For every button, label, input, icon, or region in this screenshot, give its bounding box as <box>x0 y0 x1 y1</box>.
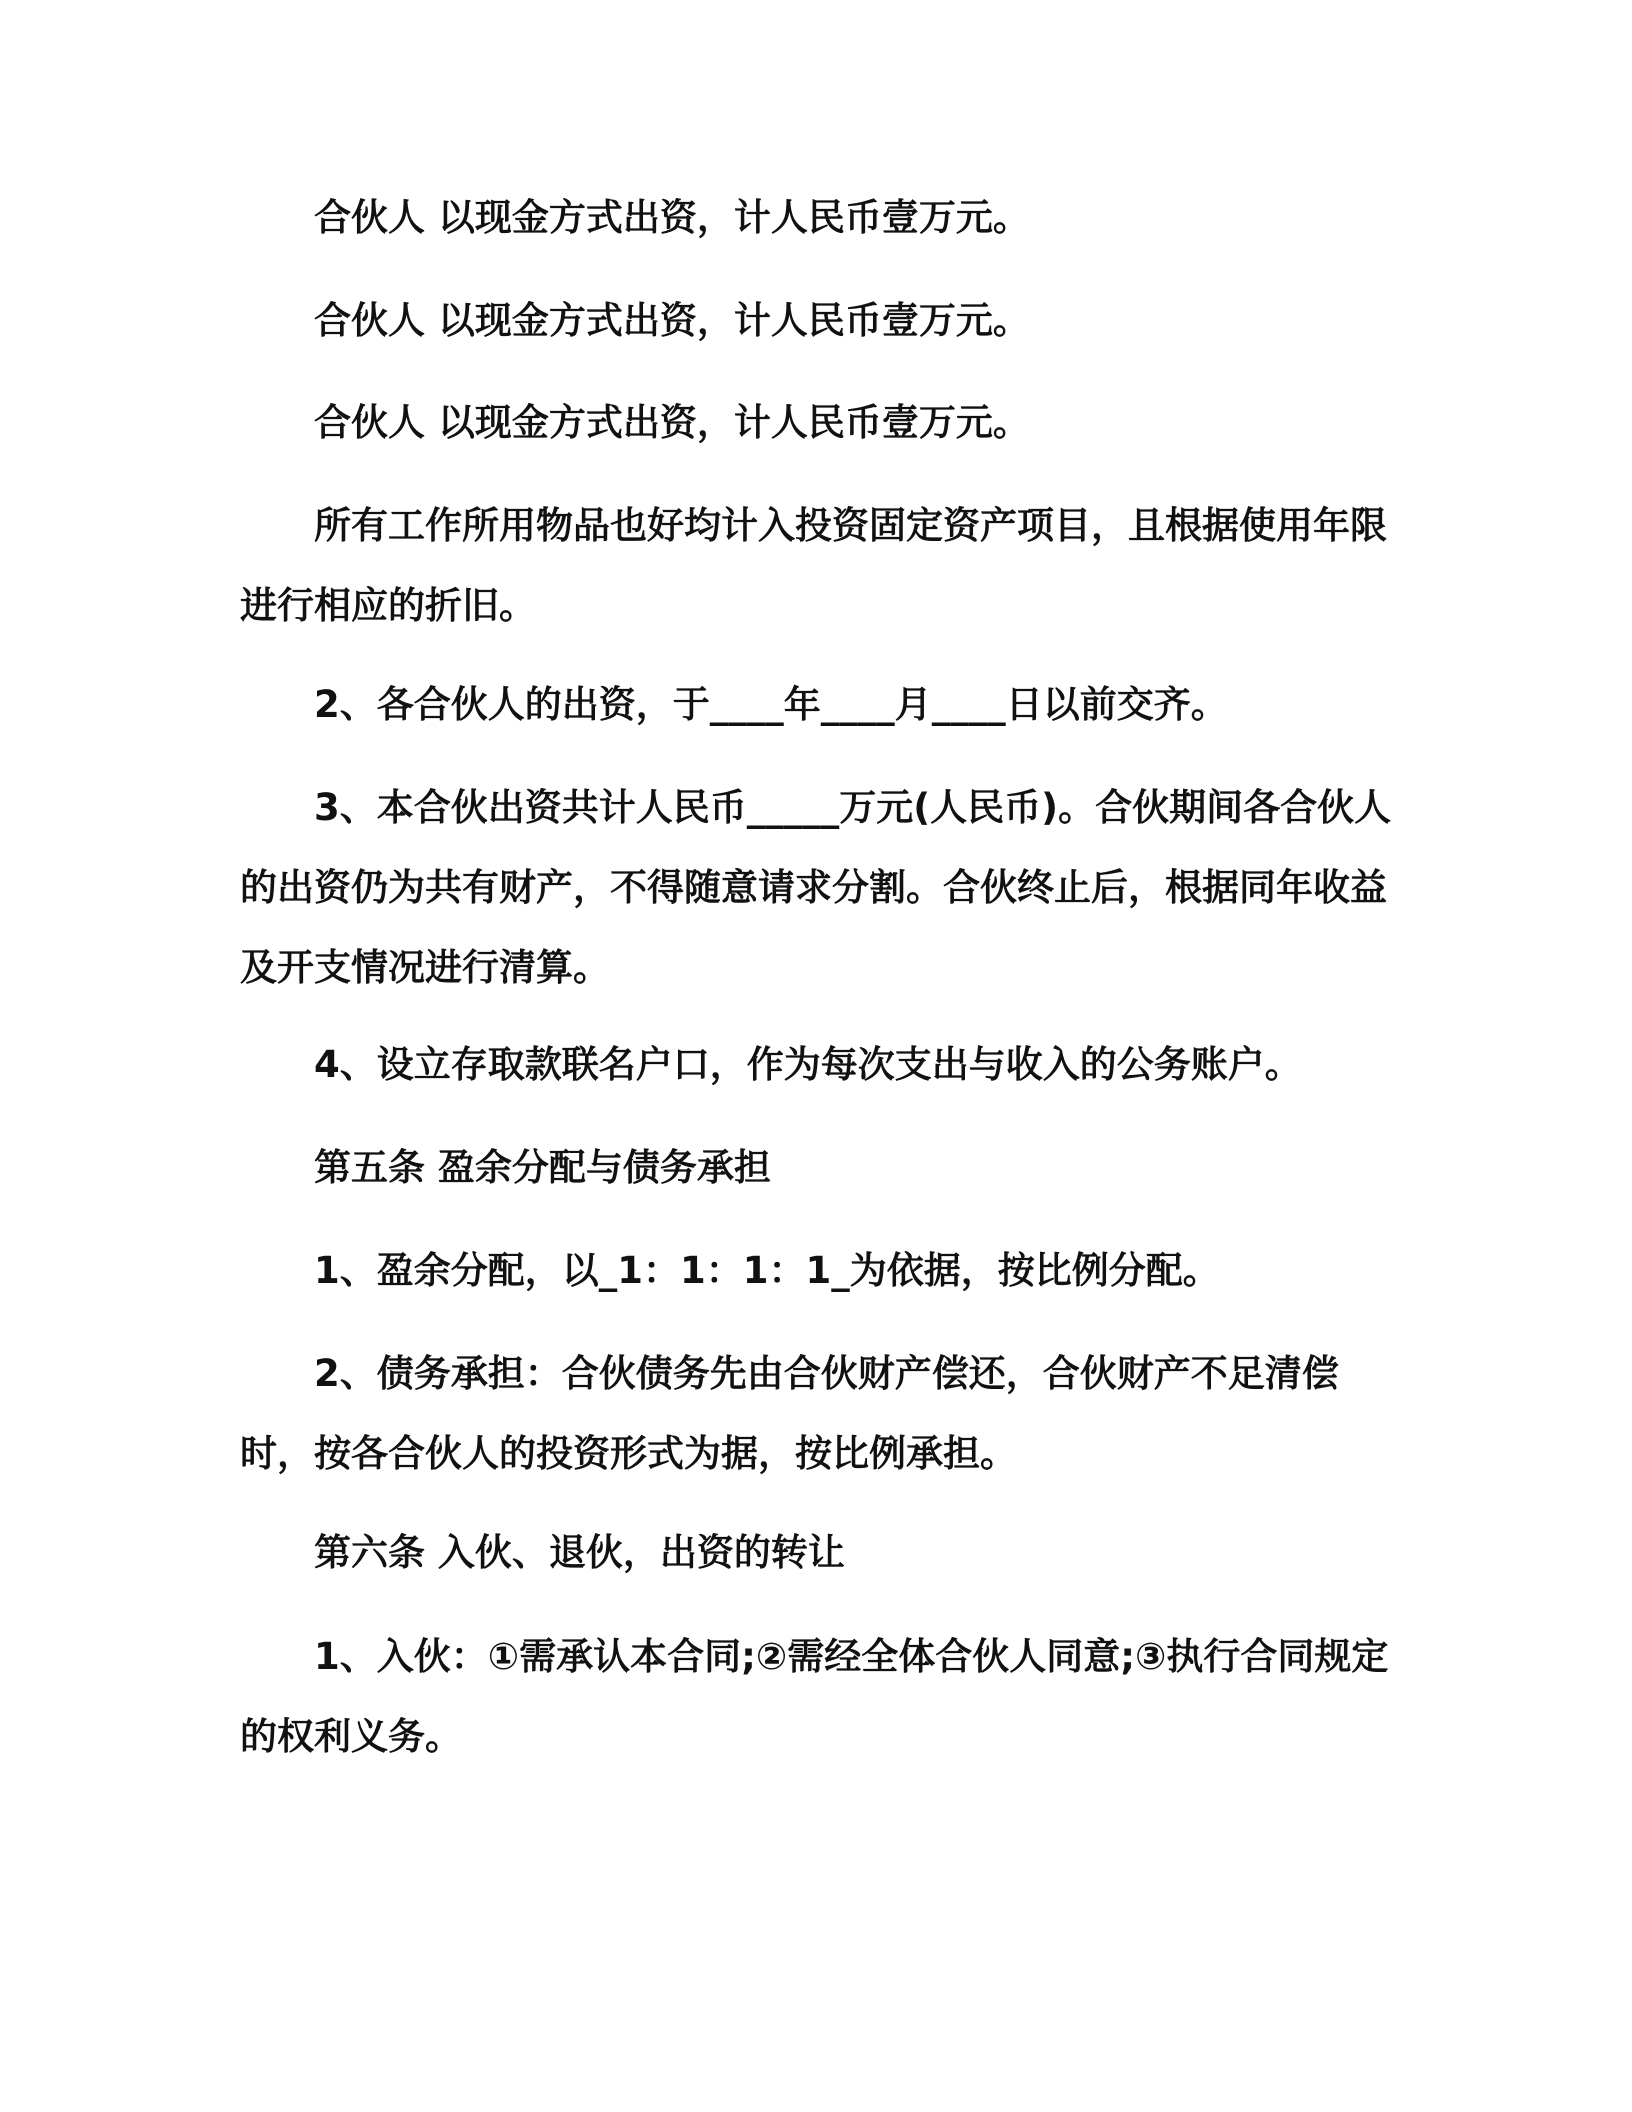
paragraph-profit-distribution: 1、盈余分配，以_1：1：1：1_为依据，按比例分配。 <box>314 1249 1220 1292</box>
paragraph-fixed-assets: 所有工作所用物品也好均计入投资固定资产项目，且根据使用年限进行相应的折旧。 <box>240 504 1387 627</box>
article-5-heading: 第五条 盈余分配与债务承担 <box>314 1146 771 1189</box>
paragraph-capital-2: 合伙人 以现金方式出资，计人民币壹万元。 <box>314 299 1030 342</box>
paragraph-debt-liability: 2、债务承担：合伙债务先由合伙财产偿还，合伙财产不足清偿时，按各合伙人的投资形式为据，按比例承担。 <box>240 1352 1339 1475</box>
article-6-heading: 第六条 入伙、退伙，出资的转让 <box>314 1531 845 1574</box>
paragraph-contribution-deadline: 2、各合伙人的出资，于____年____月____日以前交齐。 <box>314 683 1228 726</box>
paragraph-total-capital: 3、本合伙出资共计人民币_____万元(人民币)。合伙期间各合伙人的出资仍为共有财产，不得随意请求分割。合伙终止后，根据同年收益及开支情况进行清算。 <box>240 786 1392 989</box>
paragraph-capital-1: 合伙人 以现金方式出资，计人民币壹万元。 <box>314 196 1030 239</box>
paragraph-capital-3: 合伙人 以现金方式出资，计人民币壹万元。 <box>314 401 1030 444</box>
paragraph-admission: 1、入伙：①需承认本合同;②需经全体合伙人同意;③执行合同规定的权利义务。 <box>240 1635 1389 1758</box>
paragraph-joint-account: 4、设立存取款联名户口，作为每次支出与收入的公务账户。 <box>314 1043 1302 1086</box>
